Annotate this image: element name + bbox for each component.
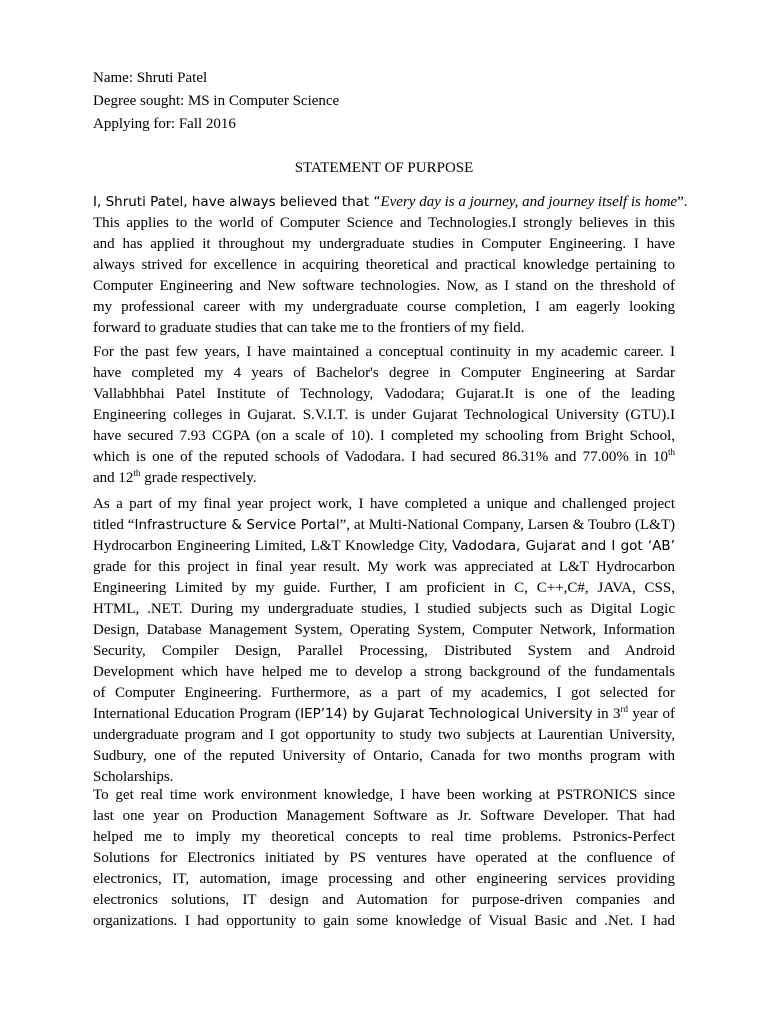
text-line: Hydrocarbon Engineering Limited, L&T Knowledge City, Vadodara, Gujarat and I got ‘AB’ [93, 538, 675, 554]
text-line: have secured 7.93 CGPA (on a scale of 10). I completed my schooling from Bright School, [93, 428, 675, 444]
text-line: International Education Program (IEP’14) by Gujarat Technological University in 3rd year of [93, 704, 675, 722]
text-line: last one year on Production Management Software as Jr. Software Developer. That had [93, 808, 675, 824]
text-line: Development which have helped me to develop a strong background of the fundamentals [93, 664, 675, 680]
text-line: organizations. I had opportunity to gain some knowledge of Visual Basic and .Net. I had [93, 913, 675, 929]
text-line: Solutions for Electronics initiated by PS ventures have operated at the confluence of [93, 850, 675, 866]
applicant-name: Name: Shruti Patel [93, 70, 208, 86]
text-line: my professional career with my undergraduate course completion, I am eagerly looking [93, 299, 675, 315]
text-line: titled “Infrastructure & Service Portal”, at Multi-National Company, Larsen & Toubro (L&T) [93, 517, 675, 533]
text-line: and 12th grade respectively. [93, 468, 257, 486]
text-line: Engineering Limited by my guide. Further, I am proficient in C, C++,C#, JAVA, CSS, [93, 580, 675, 596]
paragraph-2 [93, 342, 675, 489]
text-line: of Computer Engineering. Furthermore, as a part of my academics, I got selected for [93, 685, 675, 701]
text-line: which is one of the reputed schools of Vadodara. I had secured 86.31% and 77.00% in 10th [93, 447, 675, 465]
text-line: electronics, IT, automation, image processing and other engineering services providing [93, 871, 675, 887]
text-line: This applies to the world of Computer Science and Technologies.I strongly believes in this [93, 215, 675, 231]
text-line: Computer Engineering and New software technologies. Now, as I stand on the threshold of [93, 278, 675, 294]
paragraph-3 [93, 494, 675, 788]
text-line: For the past few years, I have maintained a conceptual continuity in my academic career. I [93, 344, 675, 360]
text-line: Security, Compiler Design, Parallel Processing, Distributed System and Android [93, 643, 675, 659]
text-line: I, Shruti Patel, have always believed that “Every day is a journey, and journey itself is home”. [93, 194, 688, 210]
text-line: As a part of my final year project work, I have completed a unique and challenged project [93, 496, 675, 512]
text-line: Sudbury, one of the reputed University of Ontario, Canada for two months program with [93, 748, 675, 764]
paragraph-1 [93, 192, 688, 339]
text-line: forward to graduate studies that can take me to the frontiers of my field. [93, 320, 525, 336]
text-line: always strived for excellence in acquiring theoretical and practical knowledge pertaining to [93, 257, 675, 273]
text-line: Design, Database Management System, Operating System, Computer Network, Information [93, 622, 675, 638]
text-line: Engineering colleges in Gujarat. S.V.I.T. is under Gujarat Technological University (GTU).I [93, 407, 675, 423]
text-line: helped me to imply my theoretical concepts to real time problems. Pstronics-Perfect [93, 829, 675, 845]
text-line: grade for this project in final year result. My work was appreciated at L&T Hydrocarbon [93, 559, 675, 575]
text-line: electronics solutions, IT design and Automation for purpose-driven companies and [93, 892, 675, 908]
text-line: and has applied it throughout my undergraduate studies in Computer Engineering. I have [93, 236, 675, 252]
paragraph-4 [93, 785, 675, 932]
text-line: Vallabhbhai Patel Institute of Technology, Vadodara; Gujarat.It is one of the leading [93, 386, 675, 402]
text-line: To get real time work environment knowledge, I have been working at PSTRONICS since [93, 787, 675, 803]
degree-sought: Degree sought: MS in Computer Science [93, 93, 340, 109]
text-line: have completed my 4 years of Bachelor's degree in Computer Engineering at Sardar [93, 365, 675, 381]
text-line: undergraduate program and I got opportunity to study two subjects at Laurentian University, [93, 727, 675, 743]
text-line: Scholarships. [93, 769, 174, 785]
document-title: STATEMENT OF PURPOSE [294, 160, 474, 176]
applying-for: Applying for: Fall 2016 [93, 116, 236, 132]
text-line: HTML, .NET. During my undergraduate studies, I studied subjects such as Digital Logic [93, 601, 675, 617]
